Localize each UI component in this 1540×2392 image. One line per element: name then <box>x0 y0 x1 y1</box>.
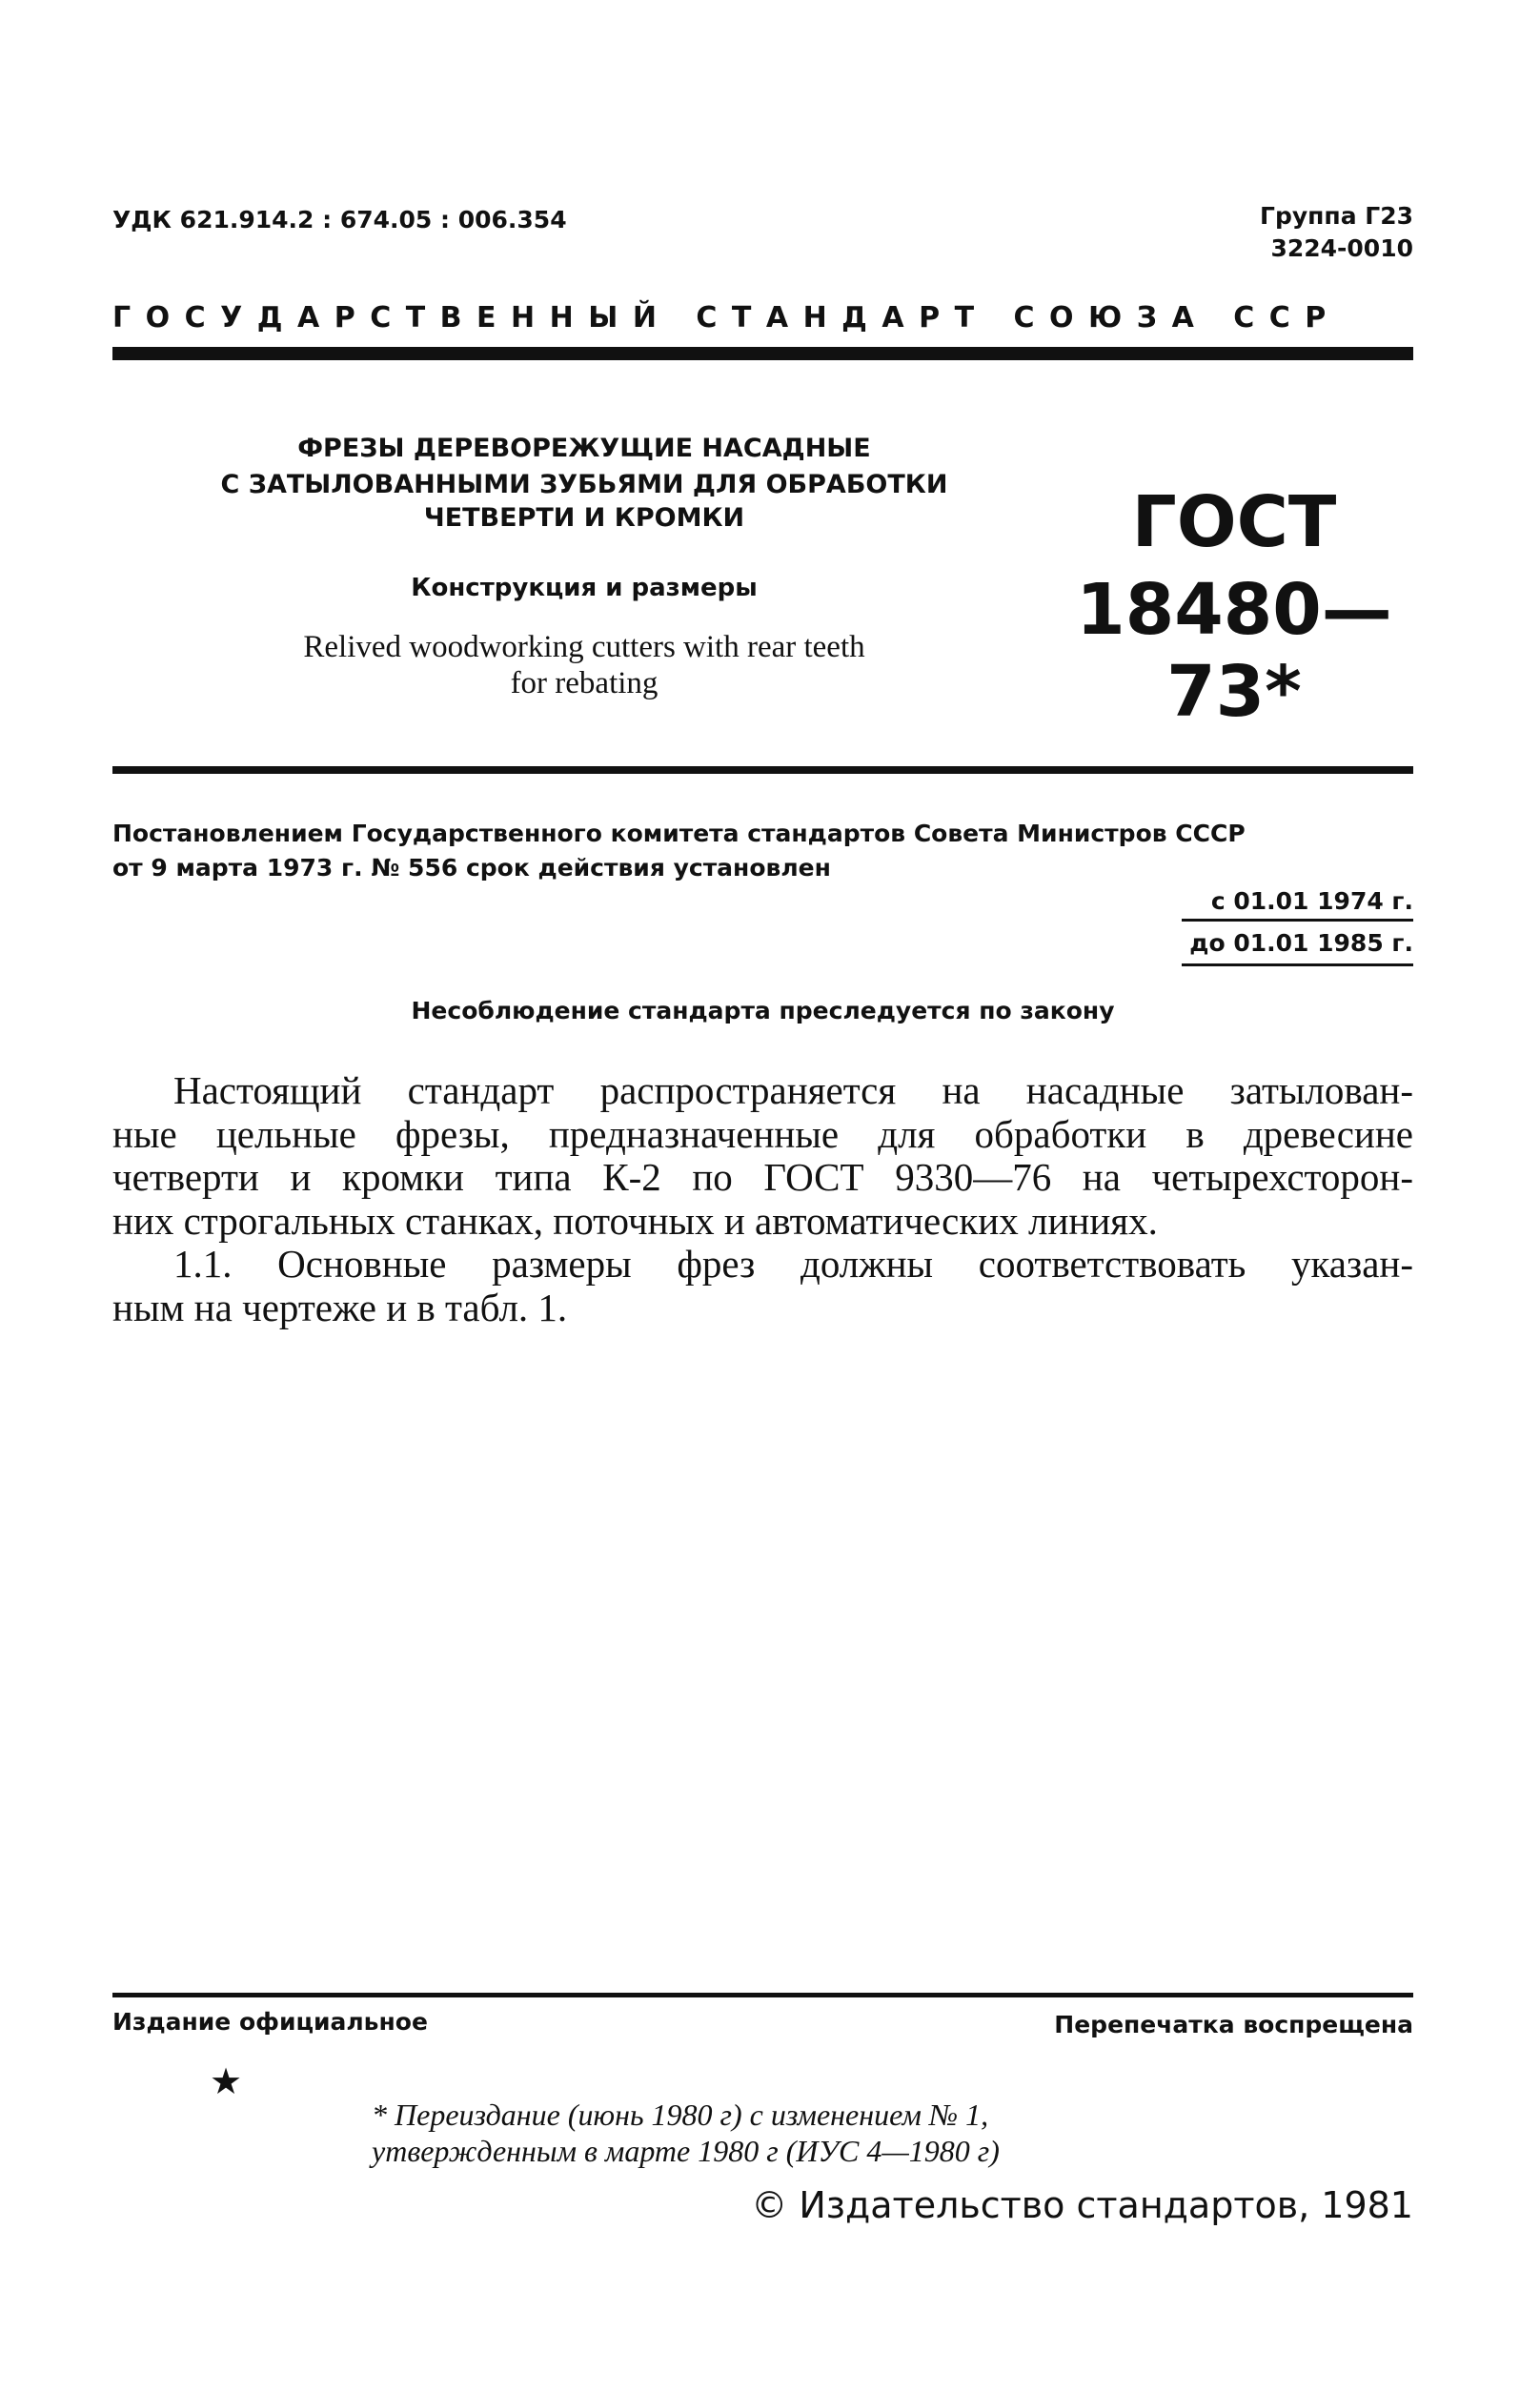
date-underline <box>1182 963 1413 966</box>
decree-line: Постановлением Государственного комитета стандартов Совета Министров СССР <box>112 820 1246 847</box>
title-rule <box>112 766 1413 774</box>
body-line: четверти и кромки типа К-2 по ГОСТ 9330—76 на четырехсторон- <box>112 1155 1413 1199</box>
gost-label: ГОСТ <box>1131 481 1337 563</box>
body-line: ные цельные фрезы, предназначенные для обработки в древесине <box>112 1111 1413 1156</box>
group-code: Группа Г23 <box>1260 202 1413 230</box>
body-line: них строгальных станках, поточных и автоматических линиях. <box>112 1198 1158 1243</box>
body-line: 1.1. Основные размеры фрез должны соответствовать указан- <box>173 1242 1413 1286</box>
subtitle: Конструкция и размеры <box>411 574 758 602</box>
udk-code: УДК 621.914.2 : 674.05 : 006.354 <box>112 206 567 233</box>
gost-number: 18480—73* <box>1076 569 1392 733</box>
title-block <box>112 431 1056 701</box>
header-rule <box>112 347 1413 360</box>
banner: ГОСУДАРСТВЕННЫЙ СТАНДАРТ СОЮЗА ССР <box>112 301 1341 334</box>
date-underline <box>1182 919 1413 922</box>
body-text <box>112 1069 1413 1329</box>
english-title: Relived woodworking cutters with rear teeth <box>303 630 865 664</box>
footnote-line: * Переиздание (июнь 1980 г) с изменением № 1, <box>372 2098 989 2132</box>
title-line: ФРЕЗЫ ДЕРЕВОРЕЖУЩИЕ НАСАДНЫЕ <box>297 434 871 463</box>
footer-rule <box>112 1993 1413 1997</box>
title-line: ЧЕТВЕРТИ И КРОМКИ <box>423 503 745 533</box>
body-line: ным на чертеже и в табл. 1. <box>112 1285 568 1329</box>
footnote-line: утвержденным в марте 1980 г (ИУС 4—1980 г) <box>372 2134 1000 2168</box>
official-edition: Издание официальное <box>112 2008 428 2036</box>
reprint-notice: Перепечатка воспрещена <box>1054 2011 1413 2038</box>
star-icon: ★ <box>210 2060 243 2102</box>
body-line: Настоящий стандарт распространяется на насадные затылован- <box>173 1068 1413 1112</box>
english-title: for rebating <box>510 666 659 700</box>
copyright: © Издательство стандартов, 1981 <box>751 2184 1413 2226</box>
decree-line: от 9 марта 1973 г. № 556 срок действия установлен <box>112 854 831 882</box>
valid-from: с 01.01 1974 г. <box>1210 887 1413 915</box>
valid-to: до 01.01 1985 г. <box>1189 929 1413 957</box>
title-line: С ЗАТЫЛОВАННЫМИ ЗУБЬЯМИ ДЛЯ ОБРАБОТКИ <box>220 470 948 499</box>
legal-warning: Несоблюдение стандарта преследуется по закону <box>411 997 1115 1024</box>
product-code: 3224-0010 <box>1270 234 1413 262</box>
footnote <box>372 2097 1000 2169</box>
